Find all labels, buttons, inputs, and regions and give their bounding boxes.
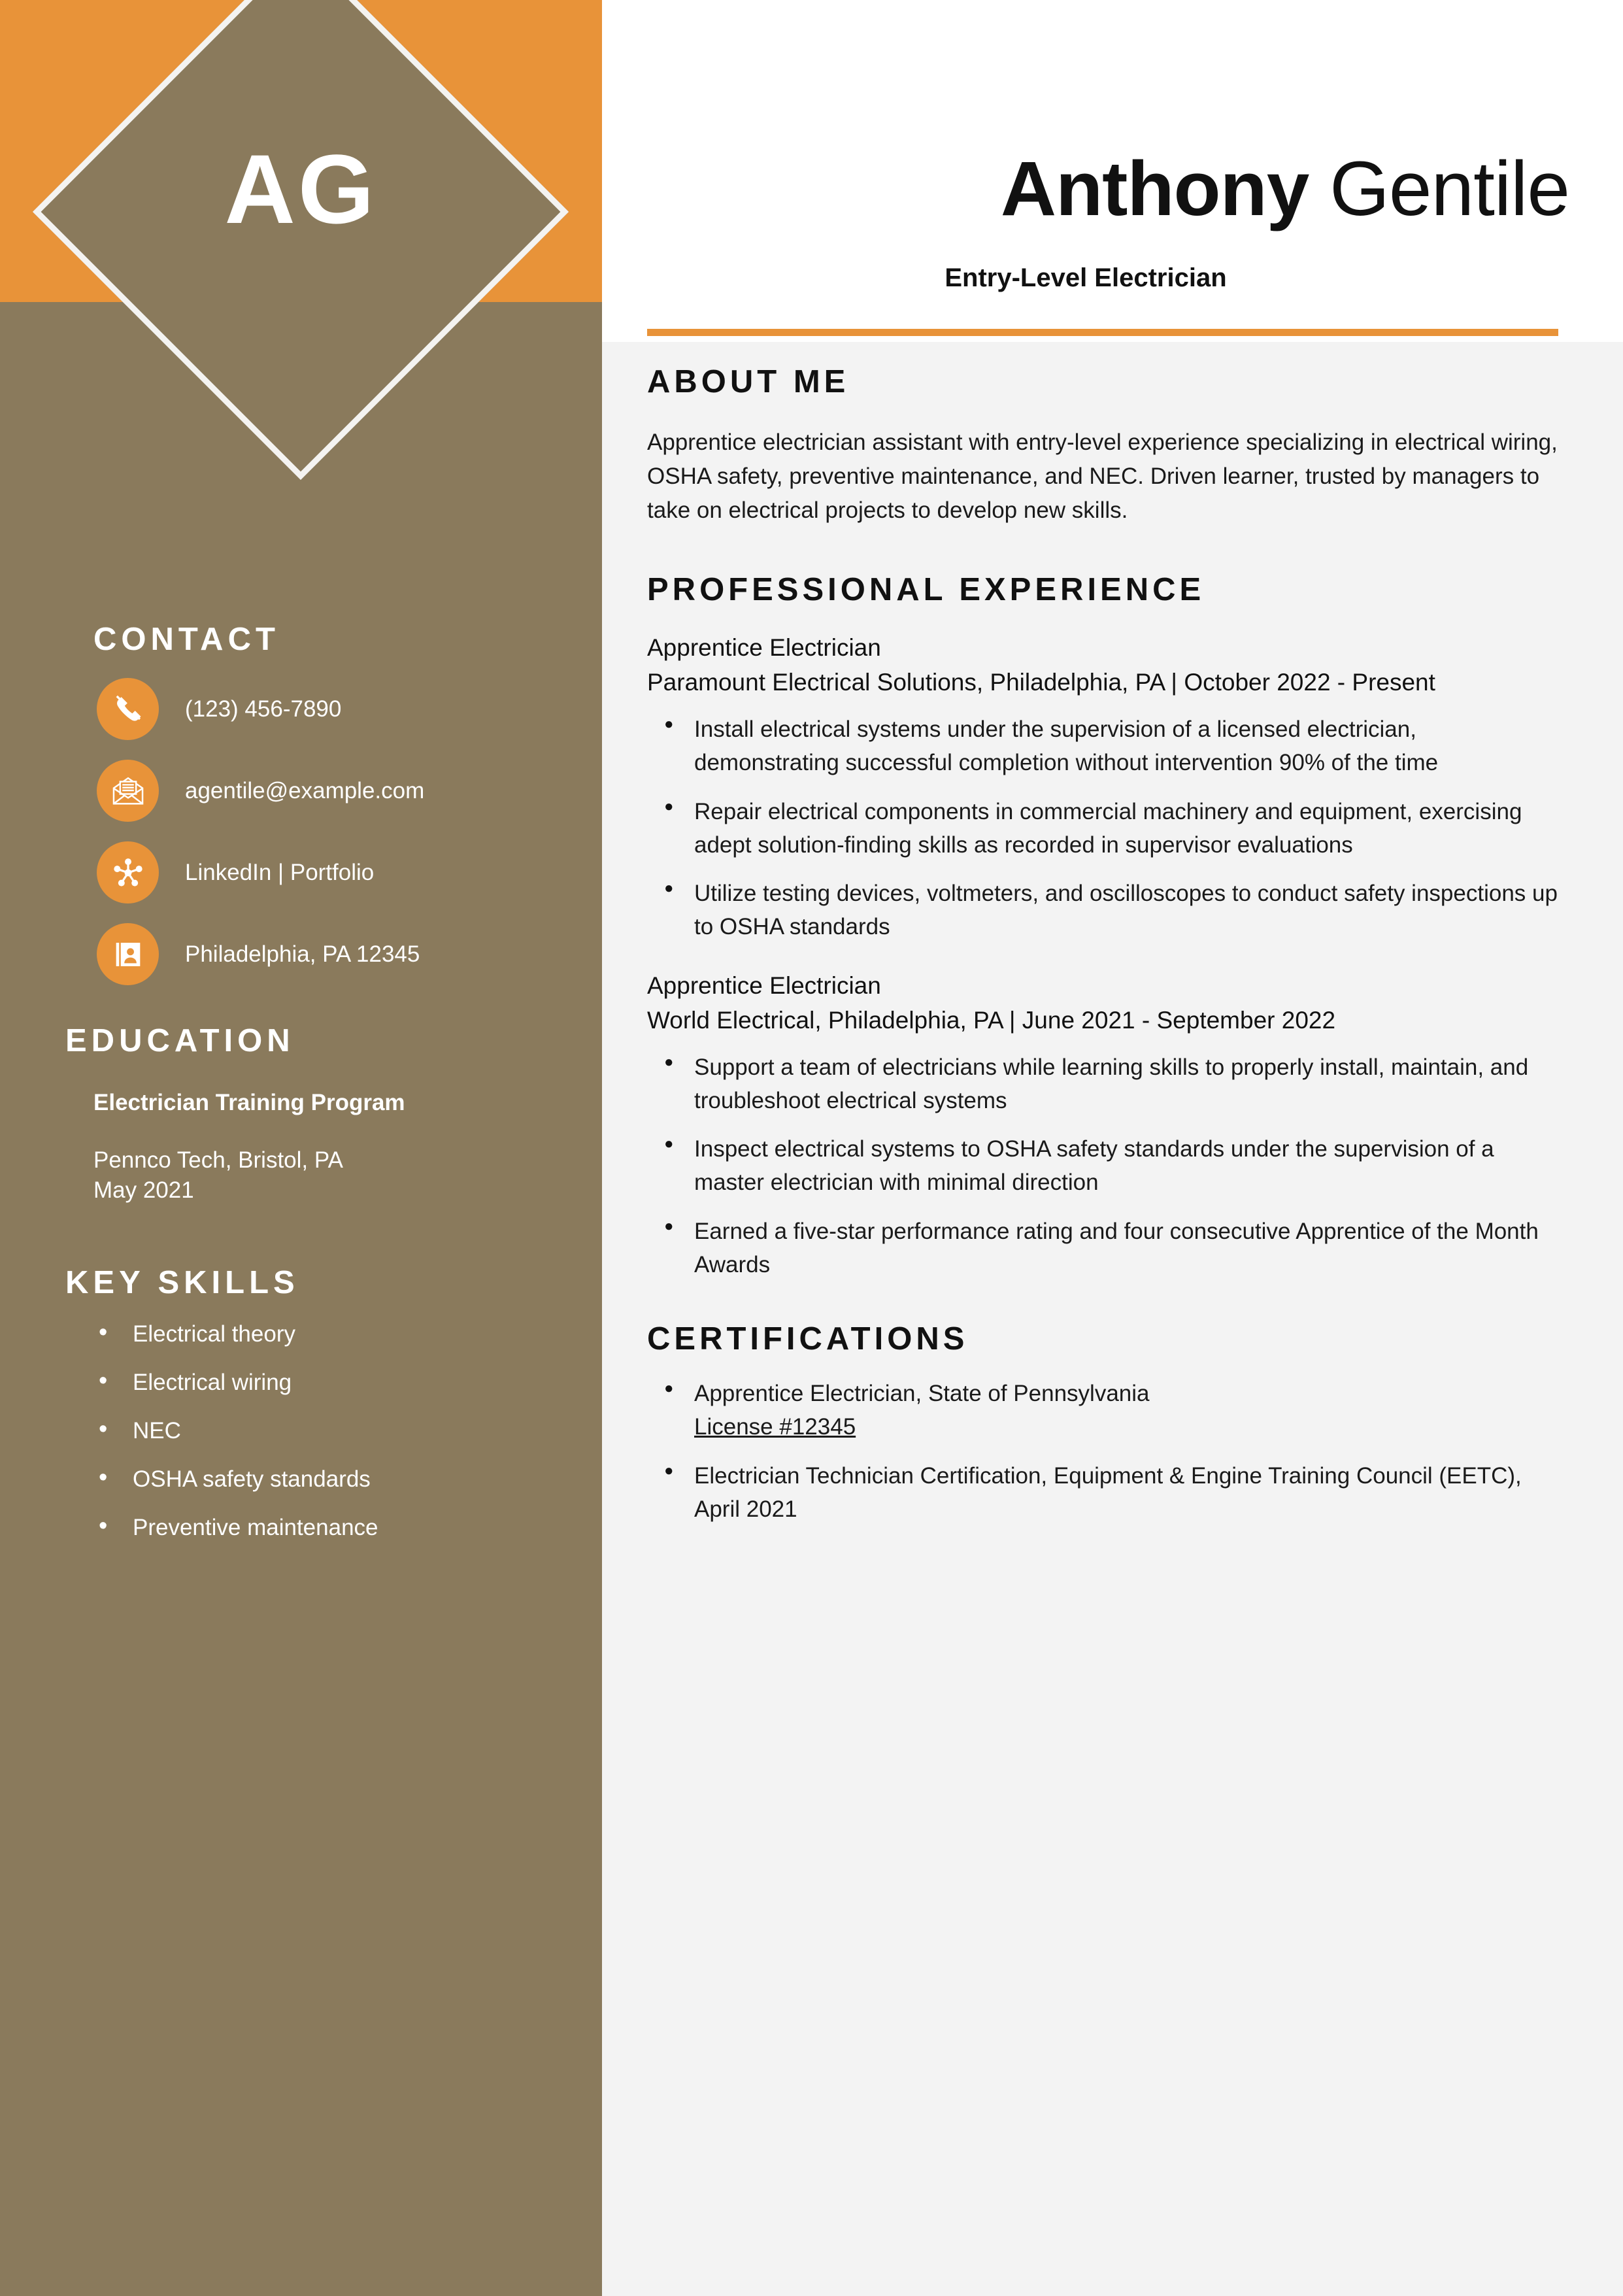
monogram-initials: AG: [224, 134, 377, 244]
contact-heading: CONTACT: [93, 622, 280, 657]
skill-item: • Preventive maintenance: [93, 1514, 590, 1542]
contact-links-text: LinkedIn | Portfolio: [185, 859, 375, 885]
network-icon: [97, 841, 159, 903]
monogram-badge: [26, 22, 575, 571]
experience-heading: PROFESSIONAL EXPERIENCE: [647, 572, 1205, 608]
education-heading: EDUCATION: [65, 1023, 295, 1058]
skill-item: • Electrical theory: [93, 1321, 590, 1348]
education-school: Pennco Tech, Bristol, PA: [93, 1147, 343, 1173]
about-text: Apprentice electrician assistant with entry-level experience specializing in electrical wiring, OSHA safety, preventive maintenance, and NEC. Driven learner, trusted by managers to take on electrical projects to develop new skills.: [647, 430, 1558, 523]
experience-bullets: [647, 1051, 1565, 1282]
contact-item-address[interactable]: [97, 913, 594, 995]
certification-item: [647, 1460, 1565, 1527]
bullet: ● Install electrical systems under the supervision of a licensed electrician, demonstrating successful completion without intervention 90% of the time: [647, 713, 1565, 780]
experience-entry: [647, 970, 1565, 1282]
skill-item: • NEC: [93, 1417, 590, 1445]
education-date: May 2021: [93, 1177, 194, 1204]
skills-heading: KEY SKILLS: [65, 1265, 299, 1300]
contact-phone-text: (123) 456-7890: [185, 696, 342, 722]
about-heading: ABOUT ME: [647, 364, 850, 399]
skill-item: • OSHA safety standards: [93, 1466, 590, 1493]
contact-list: [97, 668, 594, 995]
bullet: ● Support a team of electricians while learning skills to properly install, maintain, and troubleshoot electrical systems: [647, 1051, 1565, 1118]
certification-title: Electrician Technician Certification, Equipment & Engine Training Council (EETC), April 2021: [694, 1462, 1522, 1522]
job-title: Entry-Level Electrician: [945, 263, 1227, 292]
certifications-heading: CERTIFICATIONS: [647, 1321, 969, 1357]
contact-email-text: agentile@example.com: [185, 777, 425, 803]
bullet: ● Utilize testing devices, voltmeters, and oscilloscopes to conduct safety inspections up to OSHA standards: [647, 877, 1565, 944]
contact-item-email[interactable]: [97, 750, 594, 832]
full-name: [602, 146, 1569, 232]
bullet: ● Inspect electrical systems to OSHA safety standards under the supervision of a master electrician with minimal direction: [647, 1133, 1565, 1200]
experience-meta: Paramount Electrical Solutions, Philadelphia, PA | October 2022 - Present: [647, 669, 1435, 696]
experience-role: Apprentice Electrician: [647, 634, 881, 662]
first-name: Anthony: [1000, 146, 1309, 232]
experience-bullets: [647, 713, 1565, 944]
header-divider: [647, 329, 1558, 336]
experience-role: Apprentice Electrician: [647, 971, 881, 999]
last-name: Gentile: [1309, 146, 1569, 232]
experience-entry: [647, 632, 1565, 944]
skill-item: • Electrical wiring: [93, 1369, 590, 1396]
certification-license: License #12345: [694, 1414, 856, 1440]
sidebar: [0, 0, 602, 2296]
address-book-icon: [97, 923, 159, 985]
main-content: [647, 366, 1565, 1542]
main-column: [602, 0, 1623, 2296]
certification-item: [647, 1377, 1565, 1444]
bullet: ● Repair electrical components in commercial machinery and equipment, exercising adept solution-finding skills as recorded in supervisor evaluations: [647, 796, 1565, 862]
contact-address-text: Philadelphia, PA 12345: [185, 941, 420, 967]
contact-item-links[interactable]: [97, 832, 594, 913]
education-block: [93, 1089, 590, 1206]
bullet: ● Earned a five-star performance rating and four consecutive Apprentice of the Month Awards: [647, 1215, 1565, 1282]
certification-title: Apprentice Electrician, State of Pennsylvania: [694, 1381, 1150, 1407]
skills-list: [93, 1321, 590, 1562]
envelope-icon: [97, 760, 159, 822]
certifications-list: [647, 1377, 1565, 1526]
contact-item-phone[interactable]: [97, 668, 594, 750]
phone-icon: [97, 678, 159, 740]
experience-meta: World Electrical, Philadelphia, PA | June 2021 - September 2022: [647, 1007, 1336, 1034]
education-degree: Electrician Training Program: [93, 1090, 405, 1115]
